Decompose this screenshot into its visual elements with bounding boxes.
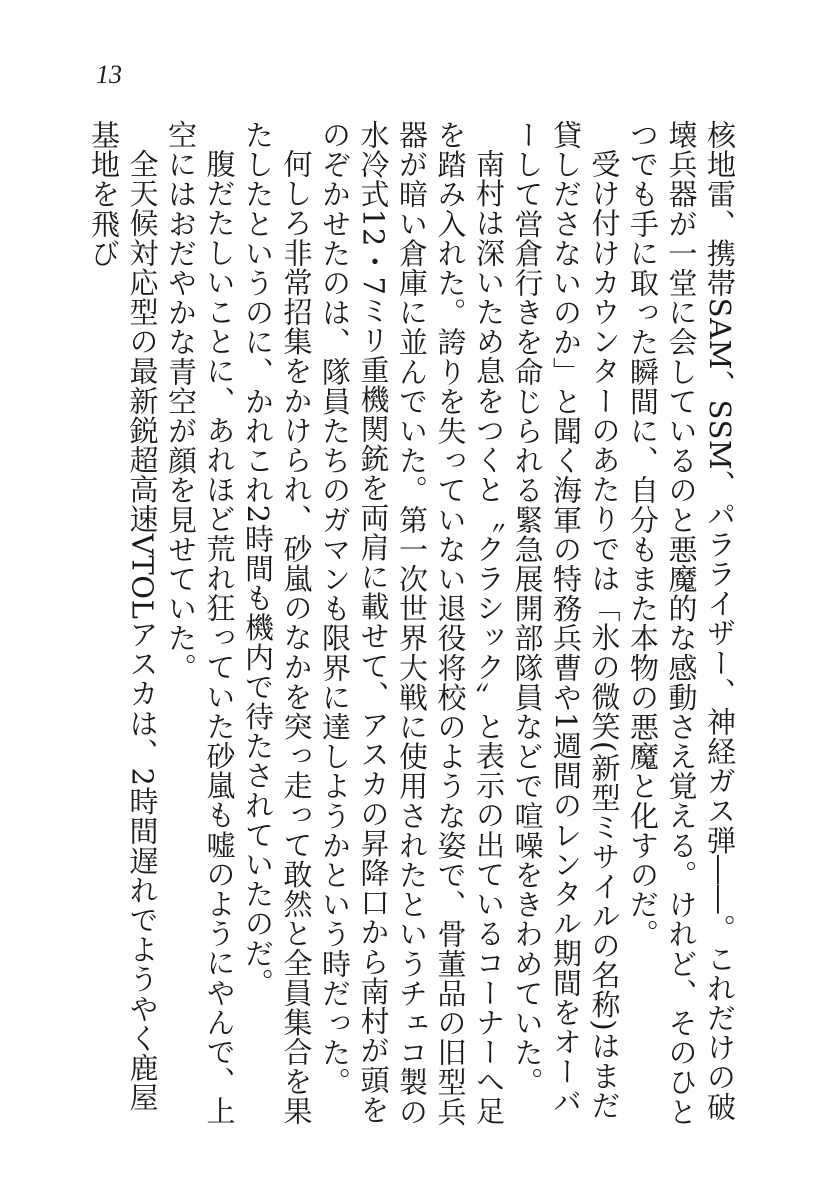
paragraph-5: 腹だたしいことに、あれほど荒れ狂っていた砂嵐も嘘のようにやんで、上空にはおだやかな青空が顔を見せていた。: [164, 120, 237, 1126]
paragraph-4: 何しろ非常招集をかけられ、砂嵐のなかを突っ走って敢然と全員集合を果たしたというのに、かれこれ2時間も機内で待たされていたのだ。: [241, 120, 314, 1126]
body-text: [69, 120, 739, 1130]
paragraph-2: 受け付けカウンターのあたりでは「氷の微笑(新型ミサイルの名称)はまだ貸しださないのか」と聞く海軍の特務兵曹や1週間のレンタル期間をオーバーして営倉行きを命じられる緊急展開部隊員などで喧噪をきわめていた。: [510, 120, 622, 1121]
paragraph-1: 核地雷、携帯SAM、SSM、パラライザー、神経ガス弾――。これだけの破壊兵器が一堂に会しているのと悪魔的な感動さえ覚える。けれど、そのひとつでも手に取った瞬間に、自分もまた本物の悪魔と化すのだ。: [626, 120, 737, 1127]
paragraph-6: 全天候対応型の最新鋭超高速VTOLアスカは、2時間遅れでようやく鹿屋基地を飛び: [87, 120, 160, 1113]
page-number: 13: [96, 60, 122, 89]
paragraph-3: 南村は深いため息をつくと〝クラシック〟と表示の出ているコーナーへ足を踏み入れた。誇りを失っていない退役将校のような姿で、骨董品の旧型兵器が暗い倉庫に並んでいた。第一次世界大戦に使用されたというチェコ製の水冷式12・7ミリ重機関銃を両肩に載せて、アスカの昇降口から南村が頭をのぞかせたのは、隊員たちのガマンも限界に達しようかという時だった。: [318, 120, 506, 1127]
